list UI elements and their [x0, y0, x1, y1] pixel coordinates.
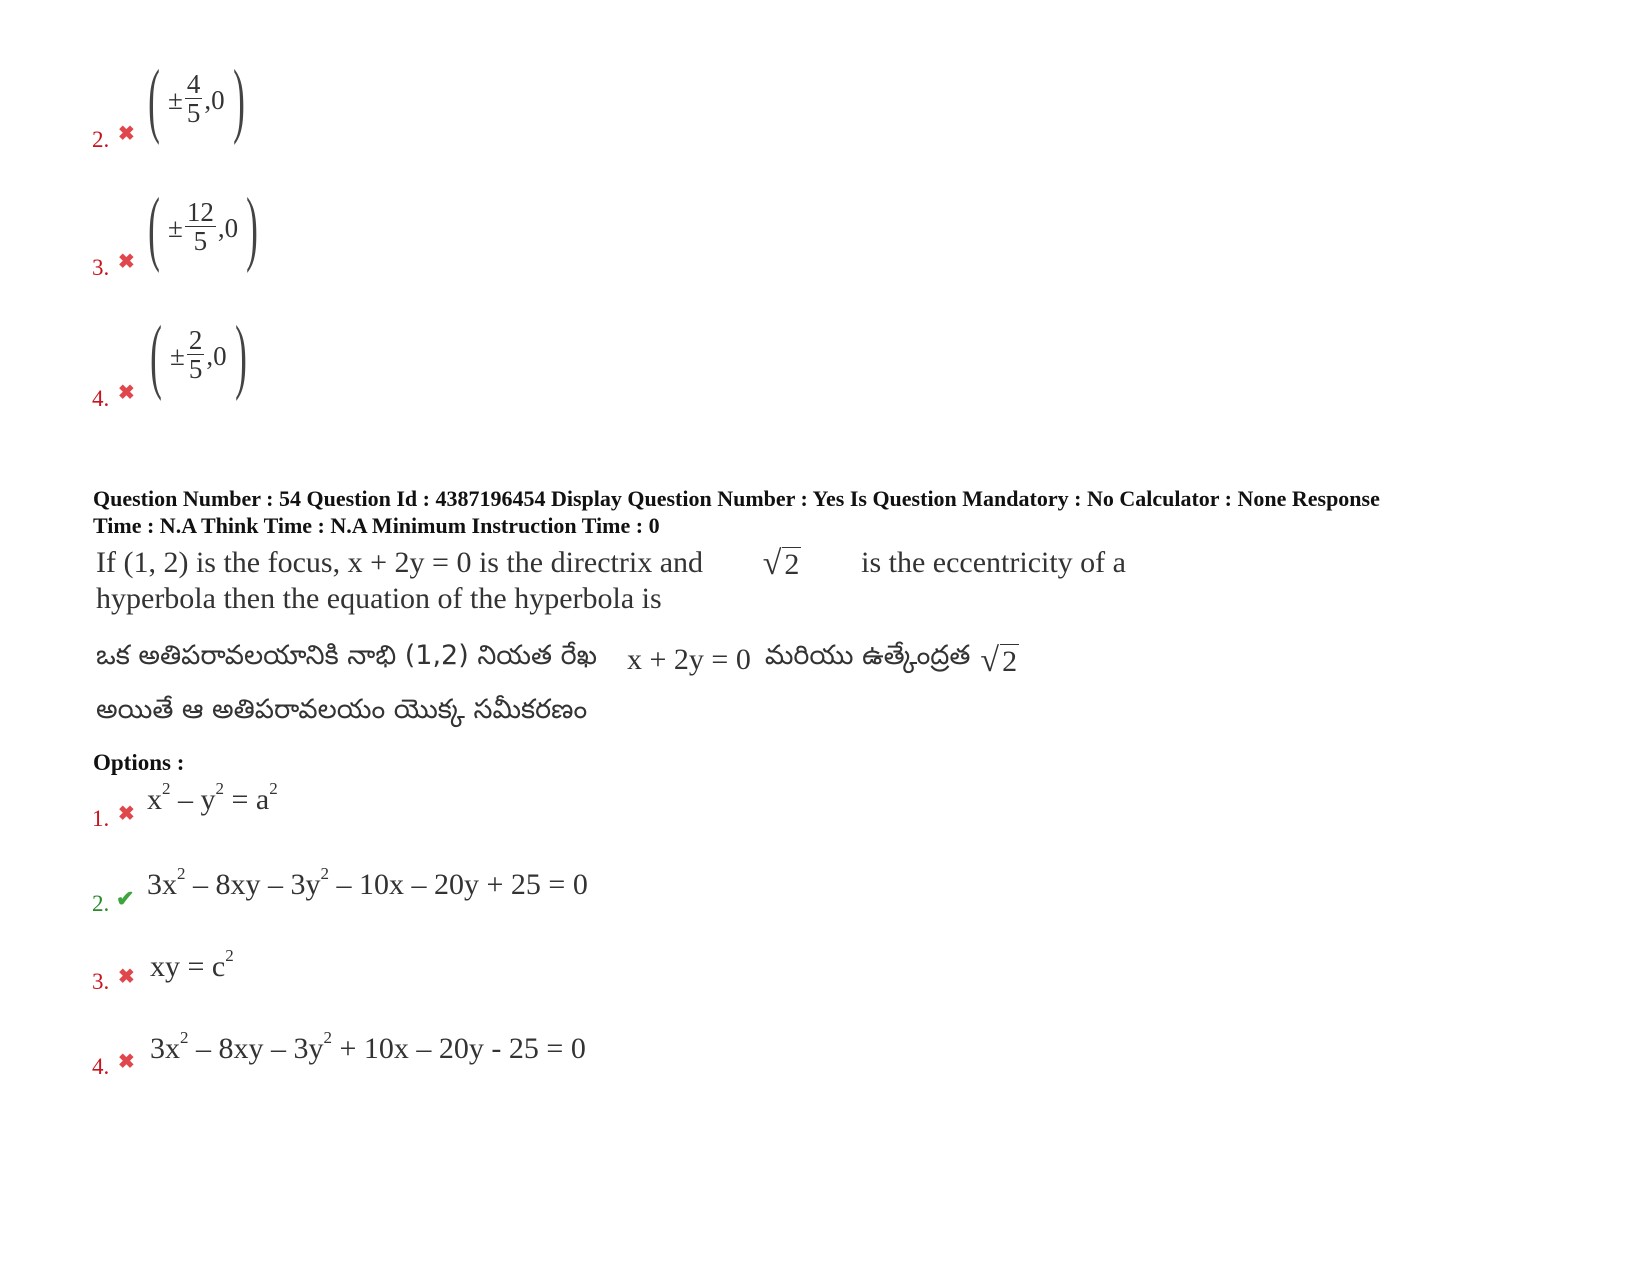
option-expression: $3x^2 - 8xy - 3y^2 - 10x - 20y + 25 = 0$ — [147, 864, 588, 901]
radicand: 2 — [784, 548, 800, 581]
telugu-equation: x + 2y = 0 — [627, 643, 751, 676]
cross-icon: ✖ — [118, 803, 135, 825]
telugu-text-line2: అయితే ఆ అతిపరావలయం యొక్క సమీకరణం — [96, 694, 588, 725]
metadata-line-2: Time : N.A Think Time : N.A Minimum Instruction Time : 0 — [93, 513, 660, 538]
radical-sign: √ — [762, 545, 782, 582]
numerator: 12 — [186, 196, 214, 227]
cross-icon: ✖ — [118, 382, 135, 404]
option-number: 4. — [92, 1054, 110, 1079]
plus-minus: ± — [169, 340, 185, 371]
cross-icon: ✖ — [118, 1051, 135, 1073]
tail: ,0 — [217, 212, 239, 243]
fraction-expression — [142, 309, 255, 402]
fraction-expression — [140, 53, 253, 146]
fraction — [187, 324, 205, 385]
fraction — [185, 196, 216, 257]
question-text-english — [96, 545, 1136, 617]
option-expression: xy = $c^2$ — [150, 946, 234, 983]
numerator: 2 — [188, 324, 203, 355]
numerator: 4 — [186, 68, 201, 99]
question-text-line2: hyperbola then the equation of the hyperbola is — [96, 582, 662, 615]
question-metadata — [93, 485, 1573, 539]
cross-icon: ✖ — [118, 251, 135, 273]
fraction-expression — [140, 181, 266, 274]
denominator: 5 — [188, 354, 203, 385]
option-number: 2. — [92, 891, 110, 916]
option-number: 1. — [92, 806, 110, 831]
option-expression: $x^2 - y^2 = a^2$ — [147, 779, 278, 816]
cross-icon: ✖ — [118, 123, 135, 145]
denominator: 5 — [186, 98, 201, 129]
telugu-text-part1: ఒక అతిపరావలయానికి నాభి (1,2) నియత రేఖ — [96, 640, 598, 671]
cross-icon: ✖ — [118, 966, 135, 988]
option-number: 3. — [92, 255, 110, 280]
metadata-line-1: Question Number : 54 Question Id : 4387196454 Display Question Number : Yes Is Question Mandatory : No Calculator : None Response — [93, 486, 1380, 511]
option-number: 3. — [92, 969, 110, 994]
radical-sign: √ — [980, 642, 1000, 679]
denominator: 5 — [193, 226, 208, 257]
question-text-part1: If (1, 2) is the focus, x + 2y = 0 is the directrix and — [96, 546, 704, 579]
sqrt-expression — [980, 644, 1019, 678]
right-paren: ) — [232, 53, 245, 146]
left-paren: ( — [150, 309, 162, 402]
options-label: Options : — [93, 750, 185, 775]
tail: ,0 — [206, 340, 227, 371]
plus-minus: ± — [167, 212, 183, 243]
option-number: 4. — [92, 386, 110, 411]
fraction — [185, 68, 203, 129]
sqrt-expression — [763, 547, 802, 581]
left-paren: ( — [148, 53, 160, 146]
telugu-text-part2: మరియు ఉత్కేంద్రత — [764, 640, 971, 671]
plus-minus: ± — [167, 84, 183, 115]
right-paren: ) — [234, 309, 247, 402]
question-text-part2: is the eccentricity of a — [861, 546, 1126, 579]
check-icon: ✔ — [116, 886, 135, 911]
option-expression: $3x^2 - 8xy - 3y^2 + 10x - 20y - 25 = 0$ — [150, 1028, 586, 1065]
right-paren: ) — [246, 181, 258, 274]
question-text-telugu — [96, 636, 1136, 732]
radicand: 2 — [1002, 645, 1018, 678]
option-number: 2. — [92, 127, 110, 152]
left-paren: ( — [148, 181, 160, 274]
tail: ,0 — [204, 84, 225, 115]
